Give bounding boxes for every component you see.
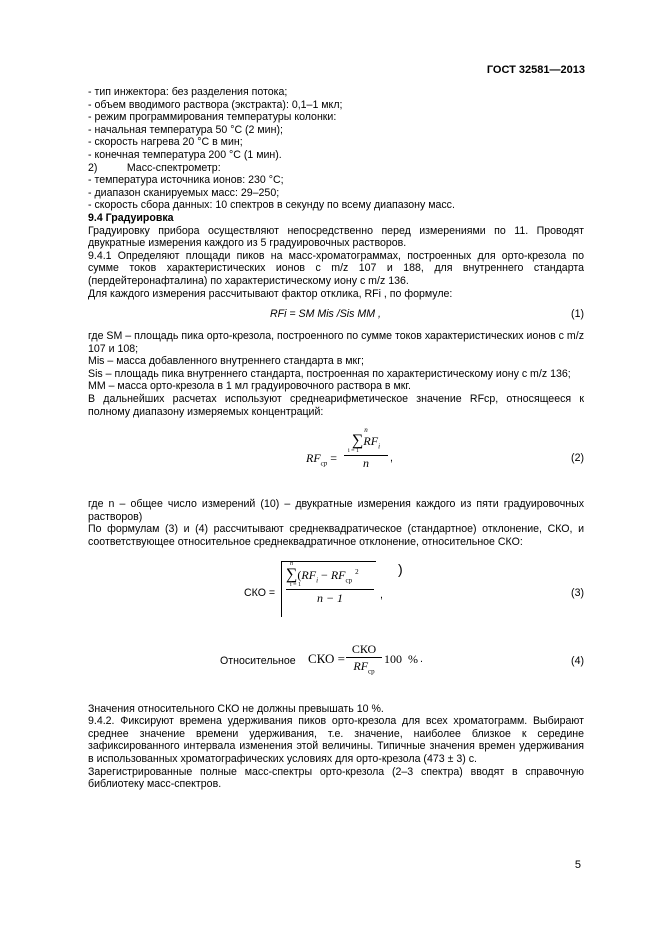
- equation-2: [88, 424, 584, 488]
- eq4-fraction: СКО $RF_{ср}$: [346, 641, 382, 674]
- section-title: 9.4 Градуировка: [88, 211, 174, 224]
- paragraph: По формулам (3) и (4) рассчитывают среднеквадратическое (стандартное) отклонение, СКО, и соответствующее относительное среднеквадратичное отклонение, относительное СКО:: [88, 523, 584, 549]
- param-line: - объем вводимого раствора (экстракта): 0,1–1 мкл;: [88, 98, 343, 111]
- eq4-percent: 100 %: [384, 651, 418, 666]
- document-standard-number: ГОСТ 32581—2013: [486, 64, 585, 76]
- equation-2-number: (2): [571, 452, 584, 465]
- eq3-label: СКО =: [244, 586, 276, 599]
- eq4-dot: .: [420, 652, 423, 665]
- equation-4: [88, 637, 584, 689]
- param-line: - скорость сбора данных: 10 спектров в секунду по всему диапазону масс.: [88, 199, 455, 212]
- param-line: - тип инжектора: без разделения потока;: [88, 86, 288, 98]
- paragraph: Значения относительного СКО не должны превышать 10 %.: [88, 702, 384, 715]
- equation-1: [88, 308, 584, 330]
- eq3-paren: ): [398, 560, 403, 577]
- sum-icon: ∑: [351, 432, 364, 450]
- paragraph: В дальнейших расчетах используют среднеарифметическое значение RFср, относящееся к полному диапазону измеряемых концентраций:: [88, 393, 584, 418]
- paragraph: 9.4.2. Фиксируют времена удерживания пиков орто-крезола для всех хроматограмм. Выбирают среднее значение времени удерживания, т.е. значение, наиболее близкое к середине зафиксированного интервала изменения этой величины. Типичные значения времен удерживания в использованных хроматографических условиях для орто-крезола (473 ± 3) с.: [88, 715, 584, 765]
- paragraph: Для каждого измерения рассчитывают фактор отклика, RFi , по формуле:: [88, 287, 453, 300]
- equation-4-number: (4): [571, 654, 584, 667]
- page-number: 5: [574, 859, 581, 871]
- eq2-comma: ,: [390, 452, 393, 465]
- eq2-fraction: n $\sum RF_i$ i = 1 n: [344, 426, 388, 471]
- paragraph: где SМ – площадь пика орто-крезола, построенного по сумме токов характеристических ионов с m/z 107 и 108;: [88, 330, 584, 355]
- equation-3: [88, 555, 584, 633]
- param-line: - скорость нагрева 20 °С в мин;: [88, 136, 243, 149]
- paragraph: где n – общее число измерений (10) – двукратные измерения каждого из пяти градуировочных растворов): [88, 498, 584, 523]
- eq4-lhs: СКО =: [308, 650, 345, 666]
- eq3-comma: ,: [380, 588, 383, 601]
- document-body: [88, 86, 584, 791]
- equation-3-number: (3): [571, 586, 584, 599]
- param-line: - конечная температура 200 °С (1 мин).: [88, 148, 282, 161]
- paragraph: Мis – масса добавленного внутреннего стандарта в мкг;: [88, 355, 365, 368]
- equation-1-number: (1): [571, 308, 584, 321]
- paragraph: ММ – масса орто-крезола в 1 мл градуировочного раствора в мкг.: [88, 380, 411, 393]
- param-line: - режим программирования температуры колонки:: [88, 111, 337, 124]
- paragraph: 9.4.1 Определяют площади пиков на масс-хроматограммах, построенных для орто-крезола по сумме токов характеристических ионов с m/z 107 и 188, для внутреннего стандарта (пердейтеронафталина) по характеристическому иону с m/z 136.: [88, 249, 584, 287]
- paragraph: Градуировку прибора осуществляют непосредственно перед измерениями по 11. Проводят двукратные измерения каждого из 5 градуировочных растворов.: [88, 224, 584, 250]
- equation-1-text: RFi = SМ Мis /Sis ММ ,: [270, 308, 381, 321]
- ms-heading: 2) Масс-спектрометр:: [88, 161, 221, 174]
- paragraph: Sis – площадь пика внутреннего стандарта, построенная по характеристическому иону с m/z 136;: [88, 367, 571, 380]
- paragraph: Зарегистрированные полные масс-спектры орто-крезола (2–3 спектра) вводят в справочную библиотеку масс-спектров.: [88, 765, 584, 791]
- eq4-label: Относительное: [220, 654, 296, 667]
- param-line: - начальная температура 50 °С (2 мин);: [88, 123, 283, 136]
- param-line: - температура источника ионов: 230 °С;: [88, 174, 284, 187]
- sum-icon: ∑: [286, 565, 298, 583]
- eq2-lhs: $RF_{ср}$ =: [306, 451, 338, 468]
- eq3-fraction: n $\sum(RF_i - RF_{ср}$ $^2$ i = 1 n − 1: [286, 561, 374, 606]
- param-line: - диапазон сканируемых масс: 29–250;: [88, 186, 280, 199]
